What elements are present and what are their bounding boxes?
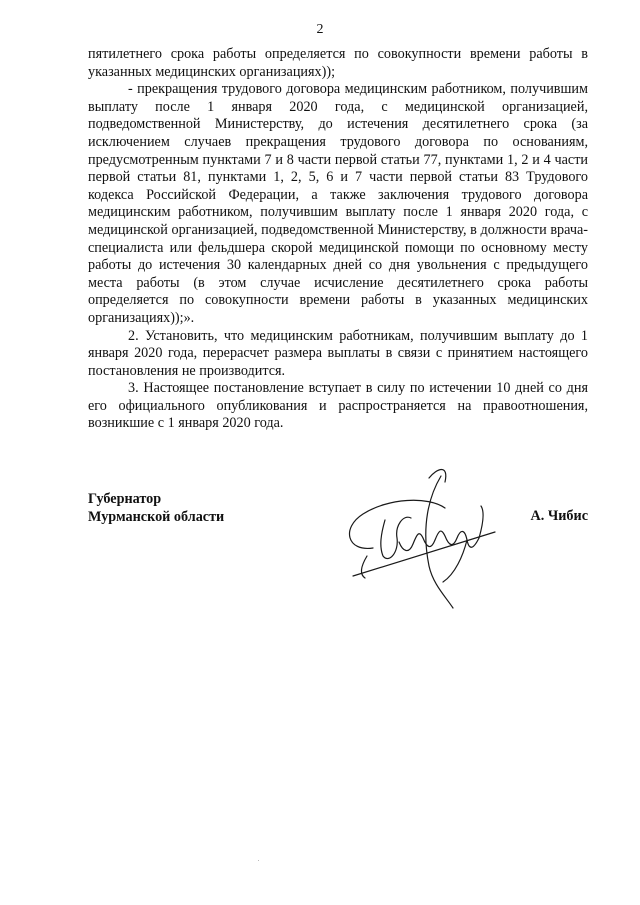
signer-name: А. Чибис — [530, 508, 588, 524]
paragraph-continuation: пятилетнего срока работы определяется по совокупности времени работы в указанных медицинских организациях)); — [88, 46, 588, 80]
scan-artifact — [258, 860, 259, 861]
paragraph-item-2: 2. Установить, что медицинским работникам, получившим выплату до 1 января 2020 года, перерасчет размера выплаты в связи с принятием настоящего постановления не производится. — [88, 327, 588, 379]
paragraph-termination-clause: - прекращения трудового договора медицинским работником, получившим выплату после 1 января 2020 года, с медицинской организацией, подведомственной Министерству, до истечения десятилетнего срока (за исключением случаев прекращения трудового договора по основаниям, предусмотренным пунктами 7 и 8 части первой статьи 77, пунктами 1, 2 и 4 части первой статьи 81, пунктами 1, 2, 5, 6 и 7 части первой статьи 83 Трудового кодекса Российской Федерации, а также заключения трудового договора медицинским работником, получившим выплату после 1 января 2020 года, с медицинской организацией, подведомственной Министерству, в должности врача-специалиста или фельдшера скорой медицинской помощи по основному месту работы до истечения 30 календарных дней со дня увольнения с предыдущего места работы (в этом случае исчисление десятилетнего срока работы определяется по совокупности времени работы в указанных медицинских организациях));». — [88, 81, 588, 326]
paragraph-item-3: 3. Настоящее постановление вступает в силу по истечении 10 дней со дня его официального опубликования и распространяется на правоотношения, возникшие с 1 января 2020 года. — [88, 380, 588, 432]
signature-block — [88, 490, 588, 620]
signer-title-line-1: Губернатор — [88, 491, 162, 507]
document-body — [88, 46, 588, 433]
signer-title — [88, 490, 224, 526]
page-number: 2 — [316, 22, 324, 37]
handwritten-signature — [333, 456, 513, 621]
signer-title-line-2: Мурманской области — [88, 509, 225, 525]
